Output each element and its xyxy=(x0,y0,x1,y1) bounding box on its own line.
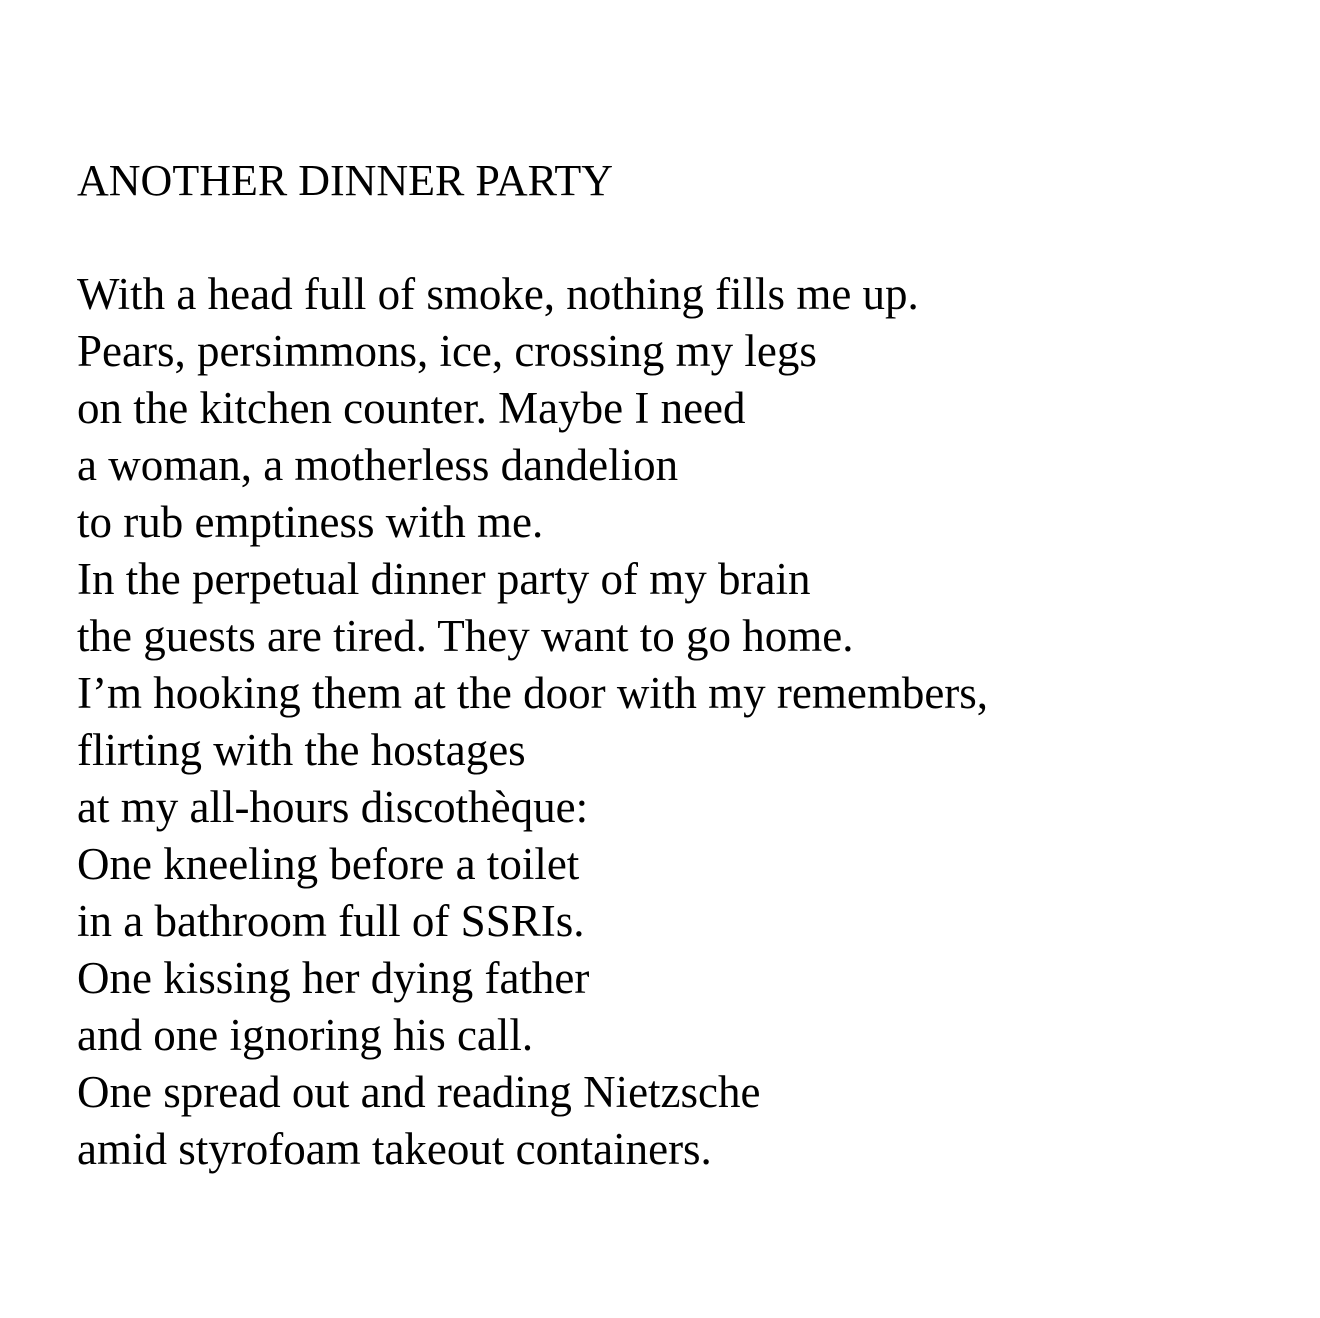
poem-line: I’m hooking them at the door with my remembers, xyxy=(77,668,989,718)
poem-line: a woman, a motherless dandelion xyxy=(77,440,679,490)
poem-line: the guests are tired. They want to go home. xyxy=(77,611,854,661)
poem-line: amid styrofoam takeout containers. xyxy=(77,1124,712,1174)
poem-line: to rub emptiness with me. xyxy=(77,497,544,547)
poem-line: In the perpetual dinner party of my brain xyxy=(77,554,811,604)
poem-line: With a head full of smoke, nothing fills me up. xyxy=(77,269,919,319)
poem-page xyxy=(77,0,1277,1318)
poem-line: in a bathroom full of SSRIs. xyxy=(77,896,585,946)
poem-line: One kneeling before a toilet xyxy=(77,839,580,889)
poem-line: at my all-hours discothèque: xyxy=(77,782,589,832)
poem-line: One spread out and reading Nietzsche xyxy=(77,1067,761,1117)
poem-title: ANOTHER DINNER PARTY xyxy=(77,156,613,205)
poem-line: and one ignoring his call. xyxy=(77,1010,534,1060)
poem-line: One kissing her dying father xyxy=(77,953,590,1003)
poem-line: flirting with the hostages xyxy=(77,725,526,775)
poem-line: on the kitchen counter. Maybe I need xyxy=(77,383,746,433)
poem-line: Pears, persimmons, ice, crossing my legs xyxy=(77,326,817,376)
poem-body xyxy=(77,266,988,1178)
